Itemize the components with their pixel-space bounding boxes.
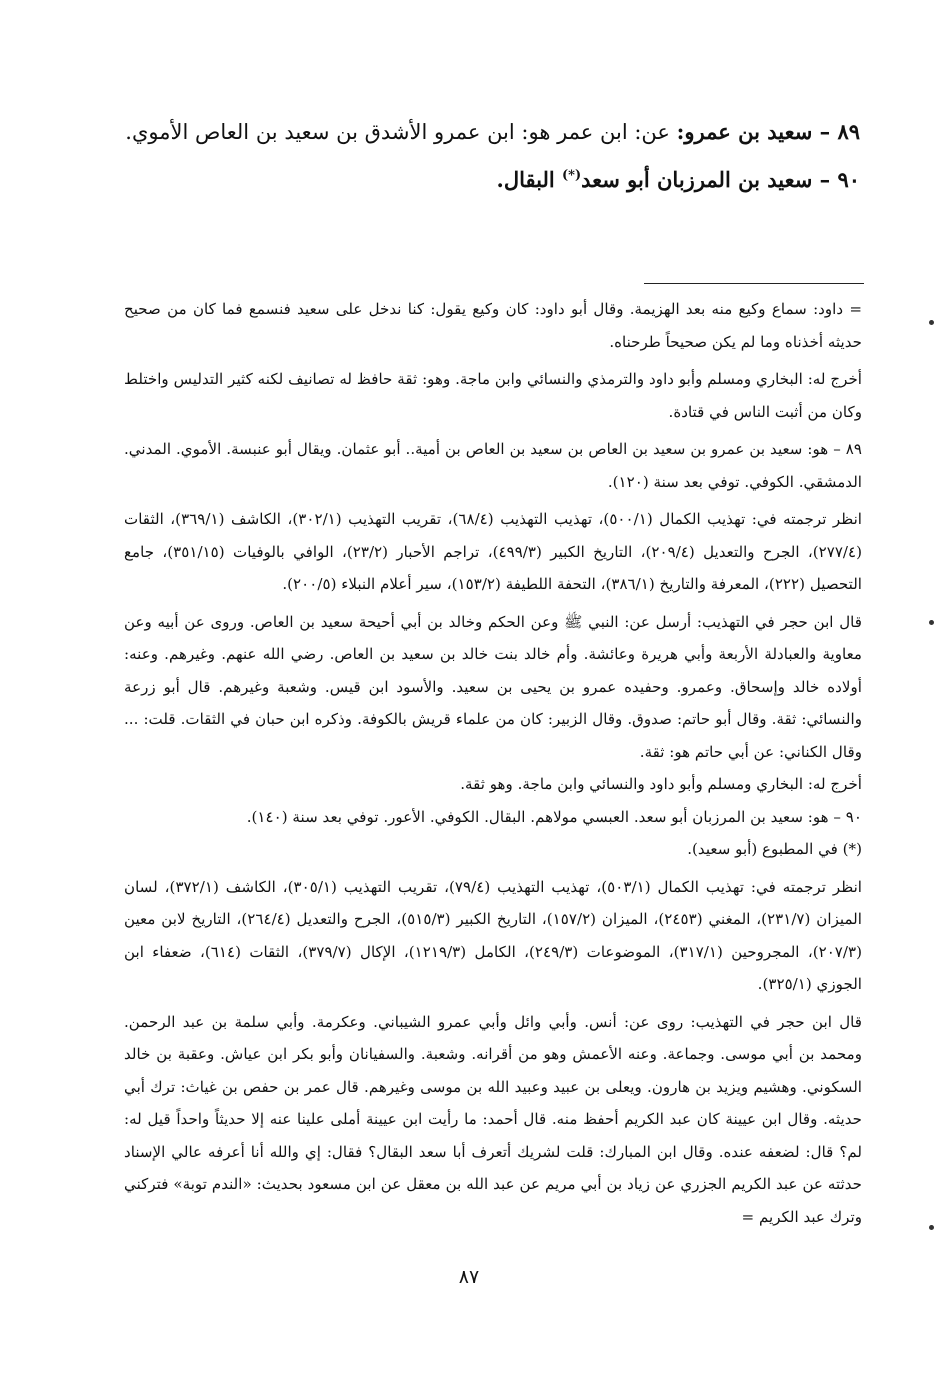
entry-90-heading: ٩٠ – سعيد بن المرزبان أبو سعد — [581, 167, 860, 192]
entry-90 — [120, 154, 860, 202]
page-number: ٨٧ — [458, 1266, 480, 1288]
footnote-paragraph: (*) في المطبوع (أبو سعيد). — [687, 840, 862, 858]
footnote-paragraph: أخرج له: البخاري ومسلم وأبو داود والنسائي وابن ماجة. وهو ثقة. — [460, 775, 862, 793]
footnote-paragraph: قال ابن حجر في التهذيب: أرسل عن: النبي ﷺ وعن الحكم وخالد بن أبي أحيحة سعيد بن العاص. وروى عن أبيه وعن معاوية والعبادلة الأربعة وأبي هريرة وعائشة. وأم خالد بنت خالد بن سعيد بن العاص. رضي الله عنهم. وغيرهم. وعنه: أولاده خالد وإسحاق. وعمرو. وحفيده عمرو بن يحيى بن سعيد. والأسود ابن قيس. وشعبة وغيرهم. قال أبو زرعة والنسائي: ثقة. وقال أبو حاتم: صدوق. وقال الزبير: كان من علماء قريش بالكوفة. وذكره ابن حبان في الثقات. قلت: ... وقال الكناني: عن أبي حاتم هو: ثقة. — [124, 612, 862, 761]
footnote-paragraph: = داود: سماع وكيع منه بعد الهزيمة. وقال أبو داود: كان وكيع يقول: كنا ندخل على سعيد فنسمع فما كان من صحيح حديثه أخذناه وما لم يكن صحيحاً طرحناه. — [124, 300, 862, 351]
scan-mark — [929, 620, 934, 625]
footnote-separator — [644, 283, 864, 284]
footnote-mark: (*) — [562, 168, 582, 183]
entry-89-heading: ٨٩ – سعيد بن عمرو: — [676, 119, 860, 144]
scan-mark — [929, 1225, 934, 1230]
footnote-paragraph: انظر ترجمته في: تهذيب الكمال (٥٠٣/١)، تهذيب التهذيب (٧٩/٤)، تقريب التهذيب (٣٠٥/١)، الكاشف (٣٧٢/١)، لسان الميزان (٢٣١/٧)، المغني (٢٤٥٣)، الميزان (١٥٧/٢)، التاريخ الكبير (٥١٥/٣)، الجرح والتعديل (٢٦٤/٤)، التاريخ لابن معين (٢٠٧/٣)، المجروحين (٣١٧/١)، الموضوعات (٢٤٩/٣)، الكامل (١٢١٩/٣)، الإكال (٣٧٩/٧)، الثقات (٦١٤)، ضعفاء ابن الجوزي (٣٢٥/١). — [124, 877, 863, 993]
footnote-paragraph: انظر ترجمته في: تهذيب الكمال (٥٠٠/١)، تهذيب التهذيب (٦٨/٤)، تقريب التهذيب (٣٠٢/١)، الكاشف (٣٦٩/١)، الثقات (٢٧٧/٤)، الجرح والتعديل (٢٠٩/٤)، التاريخ الكبير (٤٩٩/٣)، تراجم الأحبار (٢٣/٢)، الوافي بالوفيات (٣٥١/١٥)، جامع التحصيل (٢٢٢)، المعرفة والتاريخ (٣٨٦/١)، التحفة اللطيفة (١٥٣/٢)، سير أعلام النبلاء (٢٠٠/٥). — [124, 510, 863, 593]
entry-89 — [120, 110, 860, 154]
footnote-paragraph: أخرج له: البخاري ومسلم وأبو داود والترمذي والنسائي وابن ماجة. وهو: ثقة حافظ له تصانيف لكنه كثير التدليس واختلط وكان من أثبت الناس في قتادة. — [124, 370, 862, 421]
scan-mark — [929, 320, 934, 325]
footnote-paragraph: ٨٩ – هو: سعيد بن عمرو بن سعيد بن العاص بن سعيد بن العاص بن أمية.. أبو عثمان. ويقال أبو عنبسة. الأموي. المدني. الدمشقي. الكوفي. توفي بعد سنة (١٢٠). — [124, 440, 862, 491]
footnote-paragraph: ٩٠ – هو: سعيد بن المرزبان أبو سعد. العبسي مولاهم. البقال. الكوفي. الأعور. توفي بعد سنة (١٤٠). — [246, 807, 862, 826]
main-text — [120, 110, 860, 202]
footnote-paragraph: قال ابن حجر في التهذيب: روى عن: أنس. وأبي وائل وأبي عمرو الشيباني. وعكرمة. وأبي سلمة بن عبد الرحمن. ومحمد بن أبي موسى. وجماعة. وعنه الأعمش وهو من أقرانه. وشعبة. والسفيانان وأبو بكر ابن عياش. وعقبة بن خالد السكوني. وهشيم ويزيد بن هارون. ويعلى بن عبيد وعبيد الله بن موسى وغيرهم. قال عمر بن حفص بن غياث: ترك أبي حديثه. وقال ابن عيينة كان عبد الكريم أحفظ منه. قال أحمد: ما رأيت ابن عيينة أملى علينا عنه إلا حديثاً واحداً قيل له: لم؟ قال: لضعفه عنده. وقال ابن المبارك: قلت لشريك أتعرف أبا سعد البقال؟ فقال: إي والله أنا أعرفه عالي الإسناد حدثته عن عبد الكريم الجزري عن زياد بن أبي مريم عن عبد الله بن معقل عن ابن مسعود بحديث: «الندم توبة» فتركني وترك عبد الكريم = — [124, 1012, 862, 1226]
entry-90-heading-end: البقال. — [496, 167, 562, 192]
footnotes — [124, 293, 862, 1233]
entry-89-text: عن: ابن عمر هو: ابن عمرو الأشدق بن سعيد بن العاص الأموي. — [125, 120, 677, 144]
